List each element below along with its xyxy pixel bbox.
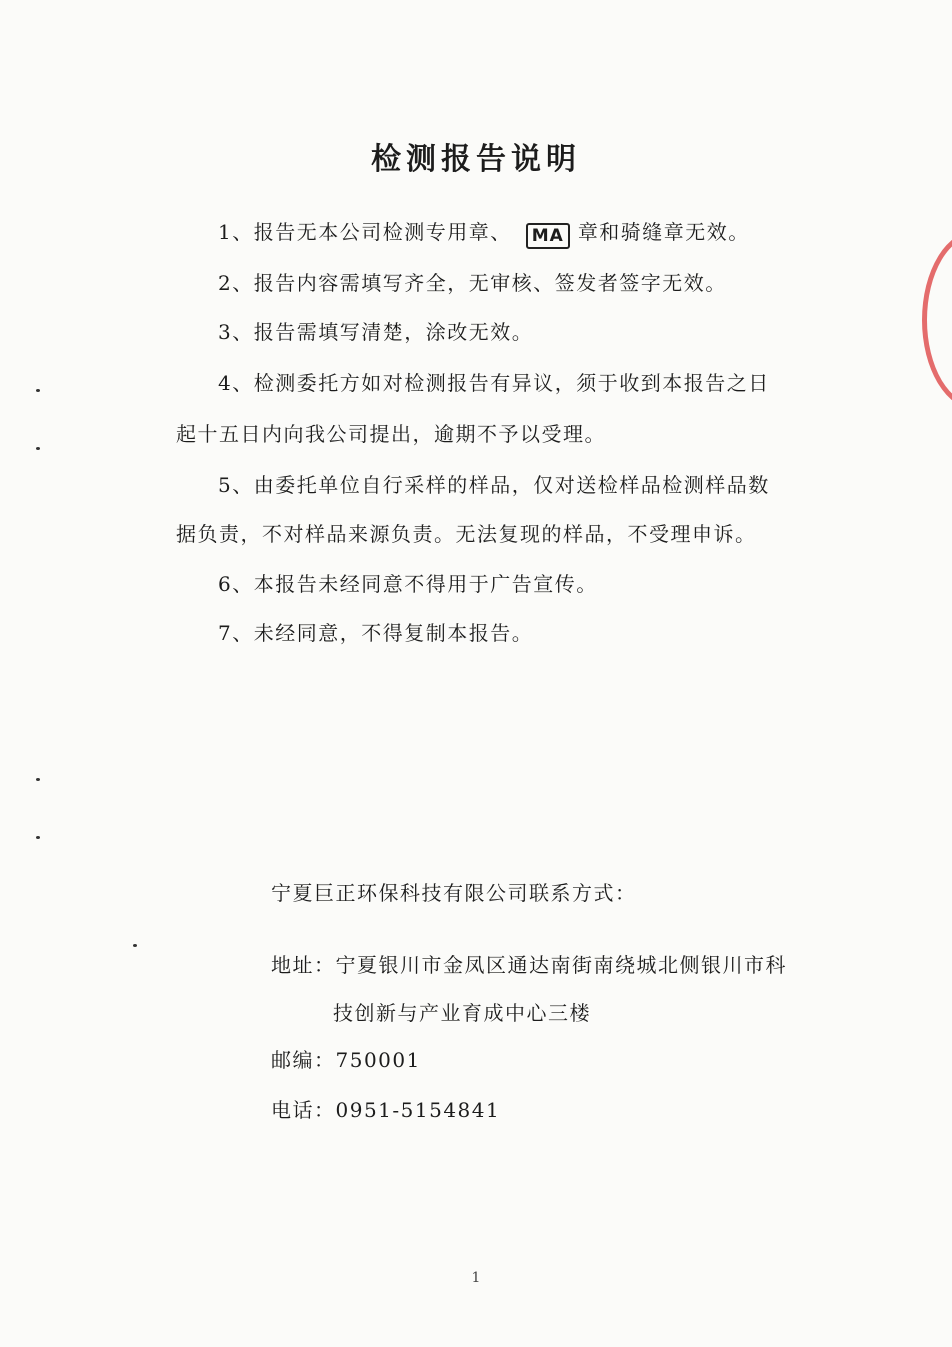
note-item-1-text-after: 章和骑缝章无效。 (577, 220, 750, 244)
address-label: 地址： (271, 953, 336, 977)
scan-speck (36, 447, 40, 450)
red-seal-stamp-icon (922, 230, 952, 410)
postcode-value: 750001 (335, 1048, 421, 1072)
contact-phone (271, 1100, 500, 1120)
page-number: 1 (471, 1270, 481, 1286)
note-item-5: 5、由委托单位自行采样的样品，仅对送检样品检测样品数 (218, 473, 770, 497)
contact-heading: 宁夏巨正环保科技有限公司联系方式： (271, 881, 637, 905)
address-line-2: 技创新与产业育成中心三楼 (333, 1001, 591, 1025)
note-item-1 (218, 222, 750, 249)
phone-label: 电话： (271, 1098, 336, 1122)
note-item-2: 2、报告内容需填写齐全，无审核、签发者签字无效。 (218, 271, 727, 295)
phone-value: 0951-5154841 (335, 1098, 501, 1122)
scan-speck (36, 836, 40, 839)
cma-mark-icon: MA (526, 223, 570, 249)
scan-speck (133, 944, 137, 947)
contact-postcode (271, 1050, 421, 1070)
postcode-label: 邮编： (271, 1048, 336, 1072)
note-item-5-continuation: 据负责，不对样品来源负责。无法复现的样品，不受理申诉。 (176, 522, 757, 546)
scan-speck (36, 389, 40, 392)
note-item-6: 6、本报告未经同意不得用于广告宣传。 (218, 572, 598, 596)
note-item-3: 3、报告需填写清楚，涂改无效。 (218, 320, 534, 344)
contact-address (271, 955, 787, 975)
page-title: 检测报告说明 (371, 142, 581, 177)
note-item-4-continuation: 起十五日内向我公司提出，逾期不予以受理。 (176, 422, 606, 446)
scan-speck (36, 778, 40, 781)
note-item-4: 4、检测委托方如对检测报告有异议，须于收到本报告之日 (218, 371, 770, 395)
address-line-1: 宁夏银川市金凤区通达南街南绕城北侧银川市科 (335, 953, 787, 977)
note-item-7: 7、未经同意，不得复制本报告。 (218, 621, 534, 645)
note-item-1-text-before: 1、报告无本公司检测专用章、 (218, 220, 512, 244)
